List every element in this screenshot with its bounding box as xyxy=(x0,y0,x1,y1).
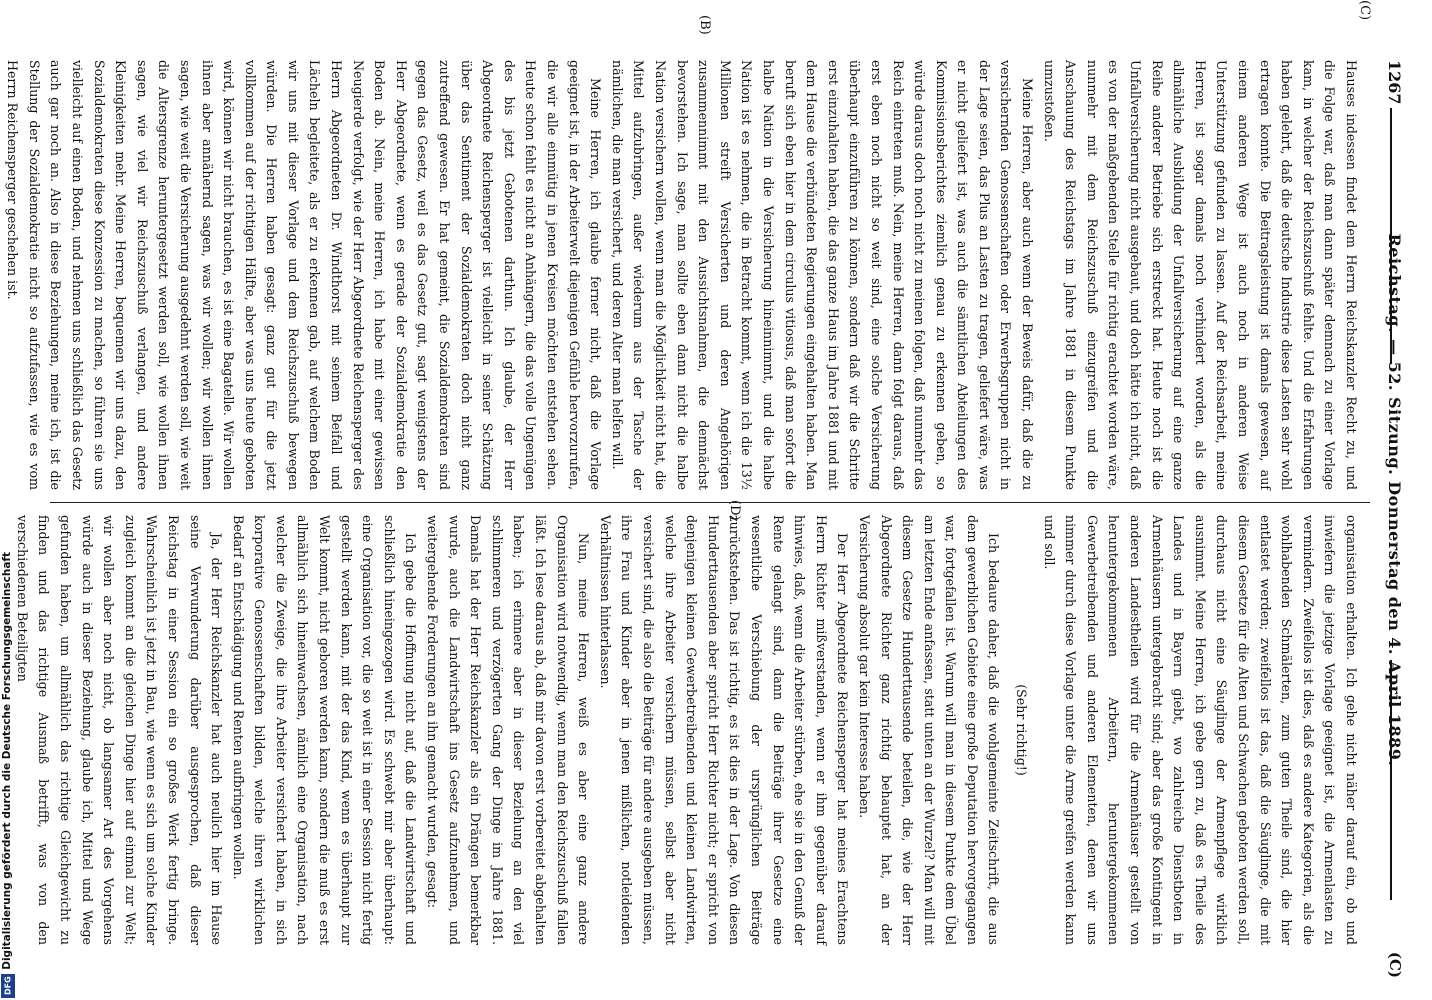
paragraph: Ich bedaure daher, daß die wohlgemeinte Zeitschrift, die aus dem gewerblichen Gebiete eine große Deputation hervorgegangen war, fortgefallen ist. Warum will man in diesem Punkte dem Übel am letzten Ende anfassen, statt unten an der Wurzel? Man will mit diesem Gesetze Hunderttausende beteilen, die, wie der Herr Abgeordnete Richter ganz richtig behauptet hat, an der Versicherung absolut gar kein Interesse haben. xyxy=(856,515,1002,945)
column-divider xyxy=(50,502,1370,503)
paragraph: Der Herr Abgeordnete Reichensperger hat meines Erachtens Herrn Richter mißverstanden, wenn er ihm gegenüber darauf hinwies, daß, wenn die Arbeiter stürben, ehe sie in den Genuß der Rente gelangt sind, dann die Beiträge ihrer Gesetze eine wesentliche Verschiebung der ursprünglichen Beiträge zurückstehen. Das ist richtig, es ist dies in der Lage. Von diesen Hunderttausenden aber spricht Herr Richter nicht; er spricht von denjenigen kleinen Gewerbetreibenden und kleinen Landwirten, welche ihre Arbeiter versichern müssen, selbst aber nicht versichert sind, die also die Beiträge für andere ausgeben müssen, ihre Frau und Kinder aber in jenen mißlichen, notleidenden Verhältnissen hinterlassen. xyxy=(597,515,851,945)
funding-credit: Digitalisierung gefördert durch die Deutsche Forschungsgemeinschaft xyxy=(1,552,13,970)
paragraph: Hauses indessen findet dem Herrn Reichskanzler Recht zu, und die Folge war, daß man dann später demnach zu einer Vorlage kam, in welcher der Reichszuschuß fehlte. Und die Erfahrungen haben gelehrt, daß die deutsche Industrie diese Lasten sehr wohl ertragen konnte. Die Beitragsleistung ist damals gewesen, auf einem anderen Wege ist auch noch in anderen Weise Unterstützung gefunden zu lassen. Auf der Reichsarbeit, meine Herren, ist sogar damals noch verhindert worden, als die allmähliche Ausbildung der Unfallversicherung auf eine ganze Reihe anderer Betriebe sich erstreckt hat. Heute noch ist die Unfallversicherung nicht ausgebaut, und doch hätte ich nicht, daß es von der maßgebenden Stelle für richtig erachtet worden wäre, nunmehr mit dem Reichszuschuß einzugreifen und die Anschauung des Reichstags im Jahre 1881 in diesem Punkte umzustoßen. xyxy=(1041,60,1359,490)
running-title: Reichstag. — 52. Sitzung. Donnerstag den 4. April 1889. xyxy=(1385,233,1404,767)
paragraph xyxy=(0,60,2,490)
paragraph: Meine Herren, ich glaube ferner nicht, daß die Vorlage geeignet ist, in der Arbeiterwelt diejenigen Gefühle hervorzurufen, die wir alle einmütig in jenen Kreisen möchten entstehen sehen. Heute schon fehlt es nicht an Anhängern, die das volle Ungenügen des bis jetzt Gebotenen darthun. Ich glaube, der Herr Abgeordnete Reichensperger ist vielleicht in seiner Schätzung über das Sentiment der Sozialdemokraten doch nicht ganz zutreffend gewesen. Er hat gemeint, die Sozialdemokraten sind gegen das Gesetz, weil es das Gesetz gut, sagt wenigstens der Herr Abgeordnete, wenn es gerade der Sozialdemokratie den Boden ab. Nein, meine Herren, ich habe mit einer gewissen Neugierde verfolgt, wie der Herr Abgeordnete Reichensperger des Herrn Abgeordneten Dr. Windthorst mit seinem Beifall und Lächeln begleitete, als er zu erkennen gab, auf welchem Boden wir uns mit dieser Vorlage und dem Reichszuschuß bewegen würden. Die Herren haben gesagt: ganz gut für die jetzt vollkommen auf der richtigen Hälfte, aber was uns heute geboten wird, können wir nicht brauchen, es ist eine Bagatelle. Wir wollen ihnen aber annähernd sagen, was wir wollen; wir wollen ihnen sagen, wie weit die Versicherung ausgedehnt werden soll, wie weit die Altersgrenze heruntergesetzt werden soll, wie wollen ihnen sagen, wie viel wir Reichszuschuß verlangen, und andere Kleinigkeiten mehr. Meine Herren, bequemen wir uns dazu, den Sozialdemokraten diese Konzession zu machen, so führen sie uns vielleicht auf einen Boden, und nehmen uns schließlich das Gesetz auch gar noch an. Also in diese Beziehungen, meine ich, ist die Stellung der Sozialdemokratie nicht so aufzufassen, wie es vom Herrn Reichensperger geschehen ist. xyxy=(5,60,604,490)
page-header xyxy=(1378,60,1404,978)
paragraph: Nun, meine Herren, weiß es aber eine ganz andere Organisation wird notwendig, wenn man den Reichszuschuß fallen läßt. Ich lese daraus ab, daß mir davon erst vorbereitet abgehalten haben; ich erinnere aber in dieser Beziehung an den viel schlimmeren und verzögerten Gang der Dinge im Jahre 1881. Damals hat der Herr Reichskanzler als ein Drängen bemerkbar wurde, auch die Landwirtschaft ins Gesetz aufzunehmen, und weitergehende Forderungen an ihn gemacht wurden, gesagt: xyxy=(425,515,592,945)
interjection: (Sehr richtig!) xyxy=(1014,684,1030,776)
margin-mark-c: (C) xyxy=(1357,0,1372,21)
margin-mark-c-right: (C) xyxy=(1386,951,1404,978)
digitization-footer xyxy=(0,552,18,1000)
paragraph: organisation erhalten. Ich gehe nicht näher darauf ein, ob und inwiefern die jetzige Vorlage geeignet ist, die Armenlasten zu vermindern. Zweifellos ist dies, daß es andere Kategorien, als die wohlhabenden Schmälerten, zum guten Theile sind, die hier entlastet werden; zweifellos ist das, daß die Säuglinge, die mit diesem Gesetze für die Alten und Schwachen geboten werden soll, durchaus nicht eine Säuglinge der Armenpflege wirklich ausnimmt. Meine Herren, ich gebe gern zu, daß es Theile des Landes und in Bayern giebt, wo zahlreiche Dienstboten in Armenhäusern untergebracht sind; aber das große Kontingent in anderen Landestheilen wird für die Armenhäuser gestellt von heruntergekommenen Arbeitern, heruntergekommenen Gewerbetreibenden und anderen Elementen, denen wir uns nimmer durch diese Vorlage unter die Arme greifen werden kann und soll. xyxy=(1041,515,1359,945)
text-column-left xyxy=(5,60,1362,490)
margin-mark-d: (D) xyxy=(727,500,742,521)
quotation: Ich gebe die Hoffnung nicht auf, daß die Landwirtschaft und schließlich hineingezogen wird. Es schwebt mir aber überhaupt: eine Organisation vor, die so weit ist in einer Session nicht fertig gestellt werden kann, mit der das Kind, wenn es überhaupt zur Welt kommt, nicht geboren werden kann, sondern die muß es erst allmählich sich hineinwachsen, nämlich eine Organisation, nach welcher die Zweige, die ihre Arbeiter versichert haben, in sich korporative Genossenschaften bilden, welche ihren wirklichen Bedarf an Entschädigung und Renten aufbringen wollen. xyxy=(230,515,419,945)
margin-mark-b: (B) xyxy=(697,15,712,35)
header-rule-right xyxy=(1390,660,1392,900)
page-number: 1267 xyxy=(1385,60,1404,105)
text-column-right xyxy=(14,515,1362,945)
paragraph: Ja, der Herr Reichskanzler hat auch neulich hier im Hause seine Verwunderung darüber ausgesprochen, daß dieser Reichstag in einer Session ein so großes Werk fertig bringe. Wahrscheinlich ist jetzt in Bau, wie wenn es sich um solche Kinder zugleich kommt an die gleichen Dinge hier auf einmal zur Welt; wir wollen aber noch nicht, ob langsamer Art des Vorgehens würde auch in dieser Beziehung, glaube ich, Mittel und Wege gefunden haben, um allmählich das richtige Gleichgewicht zu finden und das richtige Ausmaß betrifft, was von den verschiedenen Beteiligten xyxy=(14,515,225,945)
dfg-logo: DFG xyxy=(1,974,15,998)
paragraph: Meine Herren, aber auch wenn der Beweis dafür, daß die zu versichernden Genossenschaften oder Erwerbsgruppen nicht in der Lage seien, das Plus an Lasten zu tragen, geliefert wäre, was er nicht geliefert ist, was auch die sämtlichen Abteilungen des Kommissionsberichtes ziemlich genau zu erkennen geben, so würde daraus doch noch nicht zu meinen folgen, daß nunmehr das Reich eintreten muß. Nein, meine Herren, dann folgt daraus, daß erst eben noch nicht so weit sind, eine solche Versicherung überhaupt einzuführen zu können, sondern daß wir die Schritte erst einzuhalten haben, die das ganze Haus im Jahre 1881 und mit dem Hause die verbündeten Regierungen eingehalten haben. Man beruft sich eben hier in dem circulus vitiosus, daß man sofort die halbe Nation in die Versicherung hineinnimmt, und die halbe Nation ist es nehmen, die in Betracht kommt, wenn ich die 13½ Millionen streift Versicherten und deren Angehörigen zusammennimmt mit den Aussichtsnahmen, die demnächst bevorstehen. Ich sage, man sollte eben dann nicht die halbe Nation versichern wollen, wenn man die Möglichkeit nicht hat, die Mittel aufzubringen, außer wiederum aus der Tasche der nämlichen, die man versichert, und deren Alter man helfen will. xyxy=(609,60,1036,490)
